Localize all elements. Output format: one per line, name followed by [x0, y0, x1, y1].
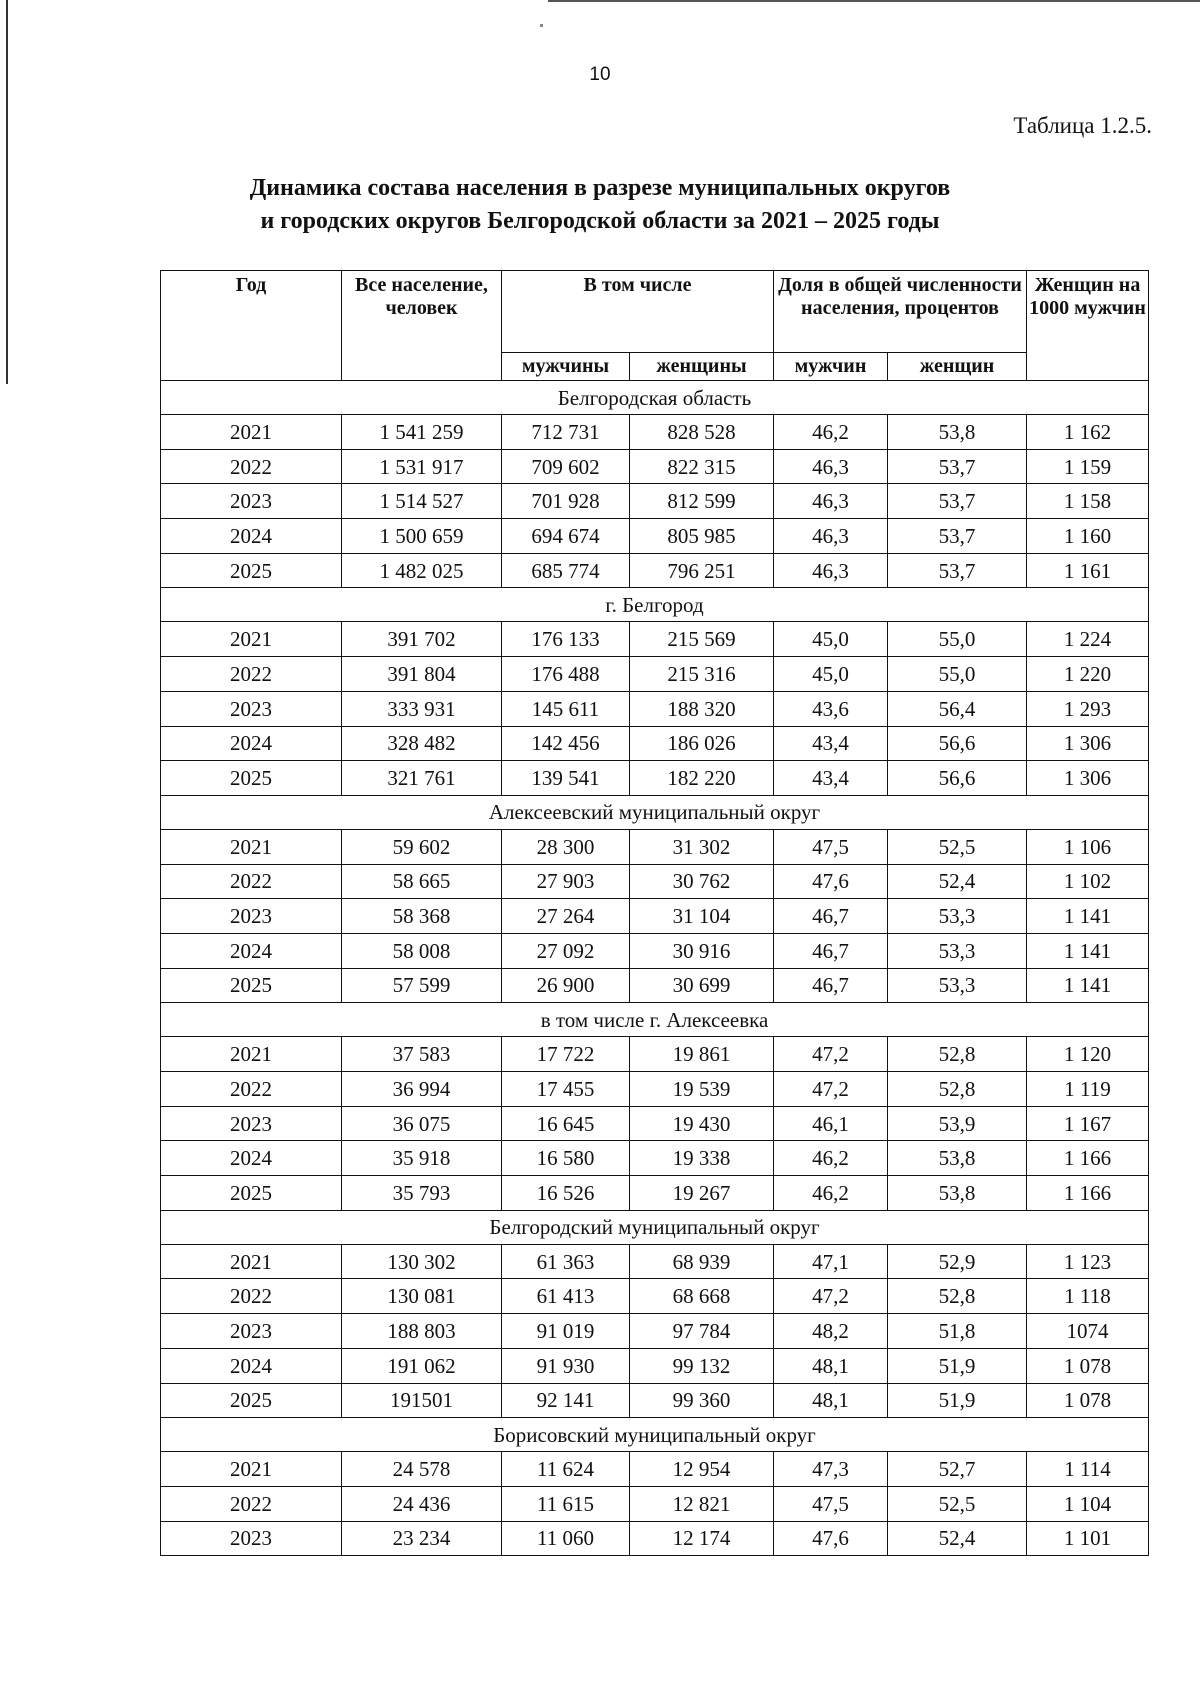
table-cell: 36 075 — [342, 1106, 502, 1141]
table-cell: 46,7 — [774, 933, 888, 968]
header-year: Год — [161, 271, 342, 381]
table-cell: 2023 — [161, 484, 342, 519]
table-cell: 53,8 — [888, 1141, 1027, 1176]
table-row — [161, 829, 1149, 864]
table-cell: 2024 — [161, 1348, 342, 1383]
header-men-share: мужчин — [774, 353, 888, 381]
table-cell: 805 985 — [630, 519, 774, 554]
table-cell: 52,8 — [888, 1037, 1027, 1072]
table-cell: 53,7 — [888, 519, 1027, 554]
scan-top-line — [548, 0, 1200, 2]
table-cell: 1 118 — [1027, 1279, 1149, 1314]
table-cell: 145 611 — [502, 691, 630, 726]
table-cell: 46,3 — [774, 484, 888, 519]
table-cell: 59 602 — [342, 829, 502, 864]
table-cell: 2022 — [161, 1486, 342, 1521]
table-cell: 12 174 — [630, 1521, 774, 1556]
table-cell: 19 267 — [630, 1176, 774, 1211]
table-cell: 45,0 — [774, 622, 888, 657]
section-title: в том числе г. Алексеевка — [161, 1003, 1149, 1037]
table-cell: 47,1 — [774, 1244, 888, 1279]
table-cell: 53,9 — [888, 1106, 1027, 1141]
header-men: мужчины — [502, 353, 630, 381]
table-cell: 1 541 259 — [342, 415, 502, 450]
table-cell: 19 861 — [630, 1037, 774, 1072]
table-cell: 51,9 — [888, 1348, 1027, 1383]
table-cell: 2022 — [161, 1279, 342, 1314]
header-including: В том числе — [502, 271, 774, 353]
table-cell: 1 141 — [1027, 968, 1149, 1003]
table-cell: 2023 — [161, 691, 342, 726]
table-cell: 46,1 — [774, 1106, 888, 1141]
header-women: женщины — [630, 353, 774, 381]
table-row — [161, 1037, 1149, 1072]
table-cell: 1 102 — [1027, 864, 1149, 899]
table-cell: 709 602 — [502, 449, 630, 484]
table-cell: 176 133 — [502, 622, 630, 657]
table-row — [161, 899, 1149, 934]
table-cell: 35 793 — [342, 1176, 502, 1211]
table-cell: 685 774 — [502, 553, 630, 588]
table-row — [161, 622, 1149, 657]
table-cell: 56,6 — [888, 761, 1027, 796]
section-row — [161, 1003, 1149, 1037]
table-cell: 47,6 — [774, 1521, 888, 1556]
table-cell: 53,3 — [888, 933, 1027, 968]
table-cell: 53,7 — [888, 553, 1027, 588]
table-cell: 1 104 — [1027, 1486, 1149, 1521]
table-row — [161, 1383, 1149, 1418]
table-cell: 11 624 — [502, 1452, 630, 1487]
table-row — [161, 933, 1149, 968]
table-cell: 27 903 — [502, 864, 630, 899]
table-cell: 1 119 — [1027, 1072, 1149, 1107]
table-cell: 1 101 — [1027, 1521, 1149, 1556]
table-cell: 12 821 — [630, 1486, 774, 1521]
table-cell: 52,5 — [888, 1486, 1027, 1521]
table-cell: 47,5 — [774, 1486, 888, 1521]
table-cell: 99 360 — [630, 1383, 774, 1418]
table-cell: 24 578 — [342, 1452, 502, 1487]
table-cell: 52,8 — [888, 1072, 1027, 1107]
table-row — [161, 484, 1149, 519]
table-cell: 97 784 — [630, 1314, 774, 1349]
table-cell: 53,3 — [888, 899, 1027, 934]
title-line-2: и городских округов Белгородской области за 2021 – 2025 годы — [260, 208, 940, 234]
table-cell: 17 455 — [502, 1072, 630, 1107]
table-label: Таблица 1.2.5. — [1013, 113, 1152, 138]
table-cell: 1 161 — [1027, 553, 1149, 588]
table-cell: 1 141 — [1027, 899, 1149, 934]
table-cell: 28 300 — [502, 829, 630, 864]
table-cell: 1 166 — [1027, 1176, 1149, 1211]
table-cell: 712 731 — [502, 415, 630, 450]
table-cell: 55,0 — [888, 657, 1027, 692]
table-cell: 11 060 — [502, 1521, 630, 1556]
table-cell: 176 488 — [502, 657, 630, 692]
table-cell: 1 224 — [1027, 622, 1149, 657]
table-cell: 57 599 — [342, 968, 502, 1003]
header-ratio: Женщин на 1000 мужчин — [1027, 271, 1149, 381]
table-cell: 1 106 — [1027, 829, 1149, 864]
section-row — [161, 1210, 1149, 1244]
table-cell: 11 615 — [502, 1486, 630, 1521]
table-cell: 2021 — [161, 622, 342, 657]
table-cell: 1 114 — [1027, 1452, 1149, 1487]
table-row — [161, 726, 1149, 761]
table-cell: 1 500 659 — [342, 519, 502, 554]
table-cell: 53,7 — [888, 449, 1027, 484]
table-cell: 35 918 — [342, 1141, 502, 1176]
table-cell: 58 008 — [342, 933, 502, 968]
table-cell: 2024 — [161, 933, 342, 968]
section-row — [161, 1418, 1149, 1452]
table-row — [161, 1279, 1149, 1314]
table-cell: 2022 — [161, 449, 342, 484]
table-cell: 1 158 — [1027, 484, 1149, 519]
title-line-1: Динамика состава населения в разрезе муниципальных округов — [249, 175, 951, 201]
section-title: Белгородская область — [161, 381, 1149, 415]
table-cell: 52,7 — [888, 1452, 1027, 1487]
table-cell: 694 674 — [502, 519, 630, 554]
table-cell: 58 368 — [342, 899, 502, 934]
table-cell: 215 316 — [630, 657, 774, 692]
table-row — [161, 1244, 1149, 1279]
table-cell: 701 928 — [502, 484, 630, 519]
table-cell: 56,4 — [888, 691, 1027, 726]
table-cell: 2025 — [161, 968, 342, 1003]
table-cell: 1 141 — [1027, 933, 1149, 968]
table-cell: 16 645 — [502, 1106, 630, 1141]
table-cell: 1 306 — [1027, 761, 1149, 796]
table-cell: 186 026 — [630, 726, 774, 761]
table-cell: 31 104 — [630, 899, 774, 934]
table-cell: 24 436 — [342, 1486, 502, 1521]
table-cell: 26 900 — [502, 968, 630, 1003]
table-cell: 51,9 — [888, 1383, 1027, 1418]
header-total: Все население, человек — [342, 271, 502, 381]
table-cell: 1 167 — [1027, 1106, 1149, 1141]
table-cell: 46,2 — [774, 1176, 888, 1211]
table-cell: 47,2 — [774, 1279, 888, 1314]
table-cell: 19 430 — [630, 1106, 774, 1141]
table-cell: 48,2 — [774, 1314, 888, 1349]
section-row — [161, 795, 1149, 829]
table-row — [161, 1141, 1149, 1176]
table-cell: 19 338 — [630, 1141, 774, 1176]
page-number: 10 — [589, 64, 611, 85]
section-title: Белгородский муниципальный округ — [161, 1210, 1149, 1244]
table-cell: 188 320 — [630, 691, 774, 726]
table-cell: 2023 — [161, 1521, 342, 1556]
table-cell: 53,3 — [888, 968, 1027, 1003]
table-cell: 215 569 — [630, 622, 774, 657]
table-cell: 321 761 — [342, 761, 502, 796]
table-cell: 61 413 — [502, 1279, 630, 1314]
table-cell: 16 526 — [502, 1176, 630, 1211]
table-cell: 1 166 — [1027, 1141, 1149, 1176]
table-cell: 1 482 025 — [342, 553, 502, 588]
table-cell: 46,3 — [774, 553, 888, 588]
table-cell: 328 482 — [342, 726, 502, 761]
table-cell: 48,1 — [774, 1348, 888, 1383]
table-cell: 1 123 — [1027, 1244, 1149, 1279]
table-cell: 99 132 — [630, 1348, 774, 1383]
table-cell: 68 668 — [630, 1279, 774, 1314]
section-title: Алексеевский муниципальный округ — [161, 795, 1149, 829]
table-row — [161, 1176, 1149, 1211]
section-title: г. Белгород — [161, 588, 1149, 622]
table-cell: 2024 — [161, 726, 342, 761]
table-body — [161, 381, 1149, 1556]
table-cell: 53,8 — [888, 415, 1027, 450]
table-cell: 16 580 — [502, 1141, 630, 1176]
table-cell: 822 315 — [630, 449, 774, 484]
header-share: Доля в общей численности населения, процентов — [774, 271, 1027, 353]
table-cell: 17 722 — [502, 1037, 630, 1072]
table-cell: 2021 — [161, 415, 342, 450]
section-title: Борисовский муниципальный округ — [161, 1418, 1149, 1452]
table-cell: 1 160 — [1027, 519, 1149, 554]
table-row — [161, 553, 1149, 588]
table-cell: 37 583 — [342, 1037, 502, 1072]
section-row — [161, 588, 1149, 622]
table-cell: 47,5 — [774, 829, 888, 864]
table-cell: 46,2 — [774, 1141, 888, 1176]
table-cell: 2023 — [161, 1106, 342, 1141]
table-cell: 36 994 — [342, 1072, 502, 1107]
table-cell: 46,2 — [774, 415, 888, 450]
table-cell: 2021 — [161, 1244, 342, 1279]
table-cell: 191 062 — [342, 1348, 502, 1383]
table-cell: 46,7 — [774, 899, 888, 934]
table-cell: 53,8 — [888, 1176, 1027, 1211]
table-cell: 47,6 — [774, 864, 888, 899]
table-cell: 2021 — [161, 829, 342, 864]
table-row — [161, 691, 1149, 726]
table-cell: 56,6 — [888, 726, 1027, 761]
table-row — [161, 1314, 1149, 1349]
table-cell: 30 762 — [630, 864, 774, 899]
table-cell: 55,0 — [888, 622, 1027, 657]
table-cell: 46,3 — [774, 519, 888, 554]
table-cell: 191501 — [342, 1383, 502, 1418]
table-cell: 12 954 — [630, 1452, 774, 1487]
population-table — [160, 270, 1149, 1556]
table-cell: 2022 — [161, 1072, 342, 1107]
table-cell: 47,3 — [774, 1452, 888, 1487]
table-row — [161, 657, 1149, 692]
section-row — [161, 381, 1149, 415]
table-cell: 47,2 — [774, 1072, 888, 1107]
table-cell: 52,4 — [888, 864, 1027, 899]
table-cell: 2024 — [161, 1141, 342, 1176]
table-cell: 1 220 — [1027, 657, 1149, 692]
table-row — [161, 519, 1149, 554]
table-cell: 68 939 — [630, 1244, 774, 1279]
table-row — [161, 1072, 1149, 1107]
table-cell: 91 930 — [502, 1348, 630, 1383]
table-cell: 51,8 — [888, 1314, 1027, 1349]
table-cell: 27 092 — [502, 933, 630, 968]
table-cell: 1 531 917 — [342, 449, 502, 484]
table-cell: 796 251 — [630, 553, 774, 588]
table-row — [161, 1348, 1149, 1383]
table-row — [161, 1486, 1149, 1521]
table-cell: 2021 — [161, 1452, 342, 1487]
table-row — [161, 1521, 1149, 1556]
table-cell: 1 514 527 — [342, 484, 502, 519]
table-cell: 2023 — [161, 899, 342, 934]
table-cell: 48,1 — [774, 1383, 888, 1418]
table-cell: 23 234 — [342, 1521, 502, 1556]
table-cell: 53,7 — [888, 484, 1027, 519]
table-cell: 2025 — [161, 1176, 342, 1211]
table-cell: 2021 — [161, 1037, 342, 1072]
table-row — [161, 449, 1149, 484]
table-cell: 30 699 — [630, 968, 774, 1003]
table-cell: 188 803 — [342, 1314, 502, 1349]
table-row — [161, 761, 1149, 796]
table-cell: 30 916 — [630, 933, 774, 968]
table-cell: 130 302 — [342, 1244, 502, 1279]
table-row — [161, 864, 1149, 899]
table-cell: 1 078 — [1027, 1348, 1149, 1383]
table-cell: 812 599 — [630, 484, 774, 519]
scan-dot — [540, 24, 543, 27]
table-cell: 391 804 — [342, 657, 502, 692]
table-cell: 2022 — [161, 657, 342, 692]
table-cell: 27 264 — [502, 899, 630, 934]
table-cell: 52,4 — [888, 1521, 1027, 1556]
page-title — [0, 172, 1200, 238]
table-cell: 1074 — [1027, 1314, 1149, 1349]
table-cell: 182 220 — [630, 761, 774, 796]
table-cell: 130 081 — [342, 1279, 502, 1314]
table-cell: 47,2 — [774, 1037, 888, 1072]
table-cell: 58 665 — [342, 864, 502, 899]
table-cell: 43,4 — [774, 761, 888, 796]
table-cell: 43,4 — [774, 726, 888, 761]
table-cell: 142 456 — [502, 726, 630, 761]
table-cell: 1 078 — [1027, 1383, 1149, 1418]
table-cell: 91 019 — [502, 1314, 630, 1349]
table-cell: 139 541 — [502, 761, 630, 796]
table-cell: 1 306 — [1027, 726, 1149, 761]
table-cell: 2024 — [161, 519, 342, 554]
table-cell: 2025 — [161, 1383, 342, 1418]
table-cell: 46,7 — [774, 968, 888, 1003]
table-cell: 828 528 — [630, 415, 774, 450]
table-cell: 61 363 — [502, 1244, 630, 1279]
table-cell: 1 162 — [1027, 415, 1149, 450]
header-women-share: женщин — [888, 353, 1027, 381]
table-cell: 19 539 — [630, 1072, 774, 1107]
table-row — [161, 968, 1149, 1003]
table-cell: 2023 — [161, 1314, 342, 1349]
table-cell: 52,5 — [888, 829, 1027, 864]
table-cell: 46,3 — [774, 449, 888, 484]
table-cell: 391 702 — [342, 622, 502, 657]
table-row — [161, 1452, 1149, 1487]
table-cell: 1 293 — [1027, 691, 1149, 726]
table-cell: 1 120 — [1027, 1037, 1149, 1072]
table-cell: 333 931 — [342, 691, 502, 726]
table-cell: 1 159 — [1027, 449, 1149, 484]
table-cell: 2025 — [161, 553, 342, 588]
table-cell: 52,8 — [888, 1279, 1027, 1314]
table-cell: 2025 — [161, 761, 342, 796]
table-cell: 2022 — [161, 864, 342, 899]
table-row — [161, 415, 1149, 450]
table-cell: 92 141 — [502, 1383, 630, 1418]
table-cell: 52,9 — [888, 1244, 1027, 1279]
table-row — [161, 1106, 1149, 1141]
table-cell: 45,0 — [774, 657, 888, 692]
table-cell: 31 302 — [630, 829, 774, 864]
table-cell: 43,6 — [774, 691, 888, 726]
